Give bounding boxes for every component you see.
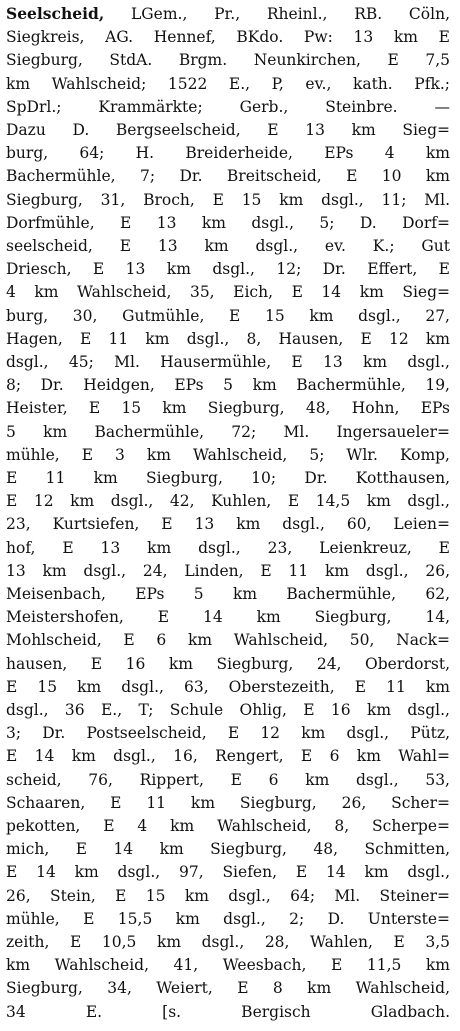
entry-line-43: Siegburg, 34, Weiert, E 8 km Wahlscheid, xyxy=(6,979,450,998)
entry-headword: Seelscheid, xyxy=(6,4,105,23)
entry-line-32: 3; Dr. Postseelscheid, E 12 km dsgl., Pütz, xyxy=(6,724,450,743)
entry-line-40: mühle, E 15,5 km dsgl., 2; D. Unterste= xyxy=(6,909,450,928)
entry-line-16: dsgl., 45; Ml. Hausermühle, E 13 km dsgl., xyxy=(6,353,450,371)
entry-line-13: 4 km Wahlscheid, 35, Eich, E 14 km Sieg= xyxy=(6,283,450,302)
entry-line-10: Dorfmühle, E 13 km dsgl., 5; D. Dorf= xyxy=(6,213,450,232)
entry-line-6: Dazu D. Bergseelscheid, E 13 km Sieg= xyxy=(6,121,450,139)
entry-line-19: 5 km Bachermühle, 72; Ml. Ingersaueler= xyxy=(6,422,450,441)
entry-line-24: hof, E 13 km dsgl., 23, Leienkreuz, E xyxy=(6,538,450,557)
entry-line-39: 26, Stein, E 15 km dsgl., 64; Ml. Steiner= xyxy=(6,886,450,905)
entry-line-9: Siegburg, 31, Broch, E 15 km dsgl., 11; Ml. xyxy=(6,190,450,209)
entry-line-3: Siegburg, StdA. Brgm. Neunkirchen, E 7,5 xyxy=(6,51,450,70)
entry-line-23: 23, Kurtsiefen, E 13 km dsgl., 60, Leien= xyxy=(6,515,450,534)
entry-line-17: 8; Dr. Heidgen, EPs 5 km Bachermühle, 19, xyxy=(6,376,450,395)
entry-line-2: Siegkreis, AG. Hennef, BKdo. Pw: 13 km E xyxy=(6,28,450,47)
entry-line-14: burg, 30, Gutmühle, E 15 km dsgl., 27, xyxy=(6,306,450,325)
entry-line-22: E 12 km dsgl., 42, Kuhlen, E 14,5 km dsgl., xyxy=(6,492,450,511)
entry-line-42: km Wahlscheid, 41, Weesbach, E 11,5 km xyxy=(6,956,450,975)
entry-line-4: km Wahlscheid; 1522 E., P, ev., kath. Pfk.; xyxy=(6,74,450,93)
entry-line-1 xyxy=(6,2,450,26)
entry-line-27: Meistershofen, E 14 km Siegburg, 14, xyxy=(6,608,450,627)
entry-line-30: E 15 km dsgl., 63, Oberstezeith, E 11 km xyxy=(6,677,450,696)
entry-line-text: LGem., Pr., Rheinl., RB. Cöln, xyxy=(104,5,450,23)
entry-line-38: E 14 km dsgl., 97, Siefen, E 14 km dsgl., xyxy=(6,863,450,882)
entry-line-20: mühle, E 3 km Wahlscheid, 5; Wlr. Komp, xyxy=(6,445,450,464)
entry-line-7: burg, 64; H. Breiderheide, EPs 4 km xyxy=(6,144,450,163)
entry-line-21: E 11 km Siegburg, 10; Dr. Kotthausen, xyxy=(6,469,450,487)
entry-line-11: seelscheid, E 13 km dsgl., ev. K.; Gut xyxy=(6,237,450,255)
entry-line-31: dsgl., 36 E., T; Schule Ohlig, E 16 km dsgl., xyxy=(6,701,450,719)
entry-line-33: E 14 km dsgl., 16, Rengert, E 6 km Wahl= xyxy=(6,747,450,766)
entry-line-15: Hagen, E 11 km dsgl., 8, Hausen, E 12 km xyxy=(6,329,450,348)
entry-line-8: Bachermühle, 7; Dr. Breitscheid, E 10 km xyxy=(6,167,450,186)
entry-line-41: zeith, E 10,5 km dsgl., 28, Wahlen, E 3,5 xyxy=(6,933,450,951)
entry-line-18: Heister, E 15 km Siegburg, 48, Hohn, EPs xyxy=(6,399,450,418)
entry-line-26: Meisenbach, EPs 5 km Bachermühle, 62, xyxy=(6,585,450,603)
entry-line-36: pekotten, E 4 km Wahlscheid, 8, Scherpe= xyxy=(6,817,450,835)
entry-line-12: Driesch, E 13 km dsgl., 12; Dr. Effert, E xyxy=(6,260,450,279)
entry-line-37: mich, E 14 km Siegburg, 48, Schmitten, xyxy=(6,840,450,859)
entry-line-34: scheid, 76, Rippert, E 6 km dsgl., 53, xyxy=(6,770,450,789)
entry-line-28: Mohlscheid, E 6 km Wahlscheid, 50, Nack= xyxy=(6,631,450,650)
entry-line-35: Schaaren, E 11 km Siegburg, 26, Scher= xyxy=(6,793,450,812)
entry-line-29: hausen, E 16 km Siegburg, 24, Oberdorst, xyxy=(6,654,450,673)
entry-line-25: 13 km dsgl., 24, Linden, E 11 km dsgl., 26, xyxy=(6,561,450,580)
entry-line-44: 34 E. [s. Bergisch Gladbach. xyxy=(6,1002,450,1021)
entry-line-5: SpDrl.; Krammärkte; Gerb., Steinbre. — xyxy=(6,97,450,116)
